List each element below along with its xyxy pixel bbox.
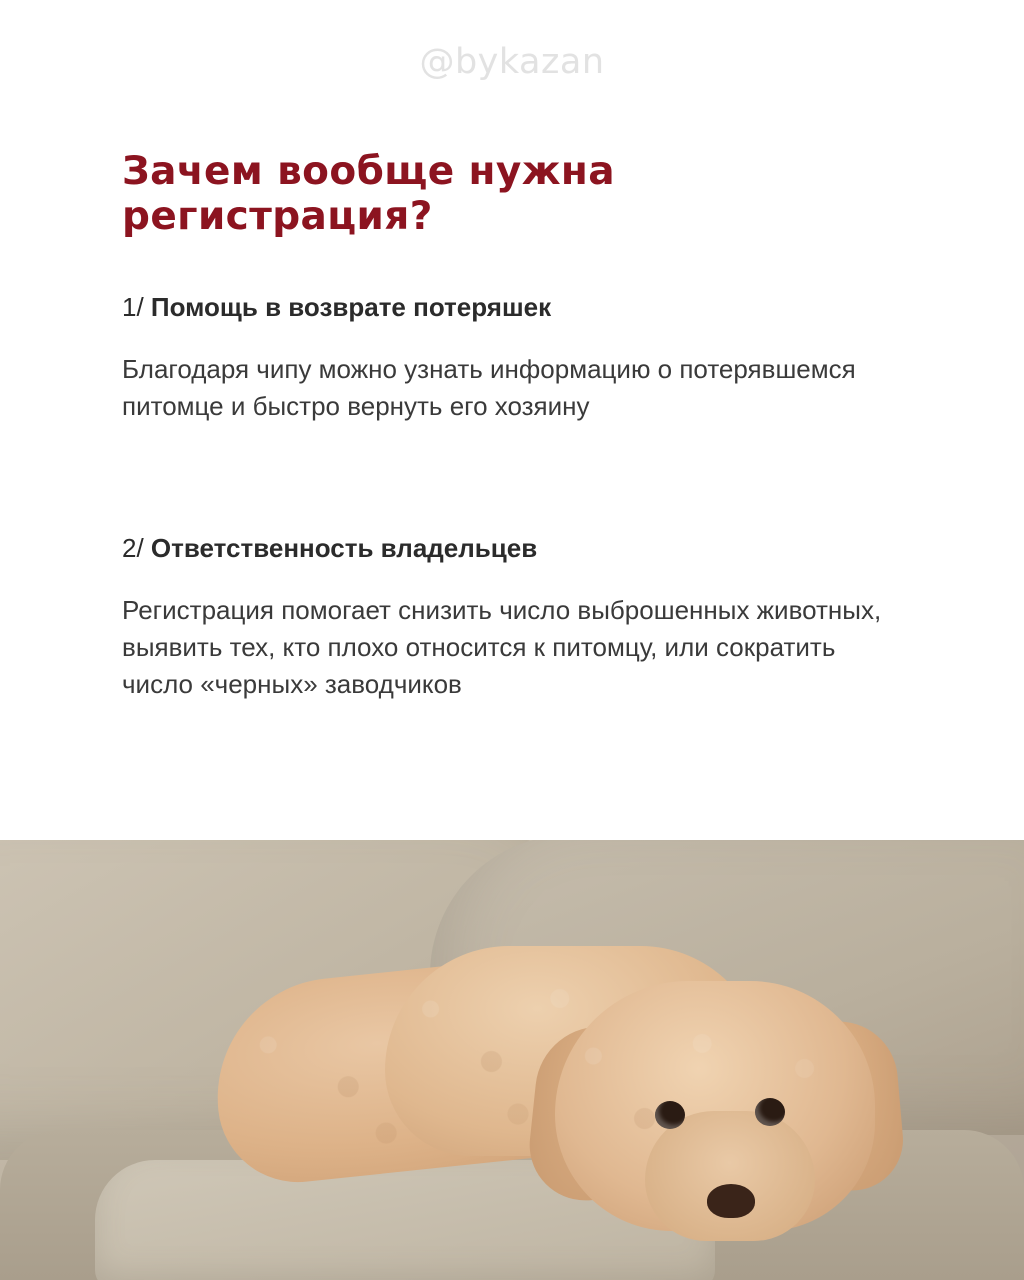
dog-muzzle bbox=[645, 1111, 815, 1241]
item-title-text: Ответственность владельцев bbox=[150, 532, 538, 563]
item-number: 2/ bbox=[122, 532, 144, 563]
page-title: Зачем вообще нужна регистрация? bbox=[122, 149, 615, 239]
poodle-on-couch-photo bbox=[0, 840, 1024, 1280]
dog-eye-left bbox=[655, 1101, 685, 1129]
dog-eye-right bbox=[755, 1098, 785, 1126]
dog-figure bbox=[215, 926, 895, 1256]
item-number: 1/ bbox=[122, 291, 144, 322]
item-body-text: Благодаря чипу можно узнать информацию о потерявшемся питомце и быстро вернуть его хозяину bbox=[122, 353, 856, 421]
section-spacer bbox=[122, 441, 902, 533]
watermark-label: @bykazan bbox=[419, 42, 605, 82]
item-body-text: Регистрация помогает снизить число выброшенных животных, выявить тех, кто плохо относится к питомцу, или сократить число «черных» заводчиков bbox=[122, 594, 882, 699]
item-heading bbox=[122, 533, 902, 564]
list-item bbox=[122, 292, 902, 425]
dog-nose bbox=[707, 1184, 755, 1218]
item-title-text: Помощь в возврате потеряшек bbox=[150, 291, 552, 322]
item-heading bbox=[122, 292, 902, 323]
list-item bbox=[122, 533, 902, 703]
